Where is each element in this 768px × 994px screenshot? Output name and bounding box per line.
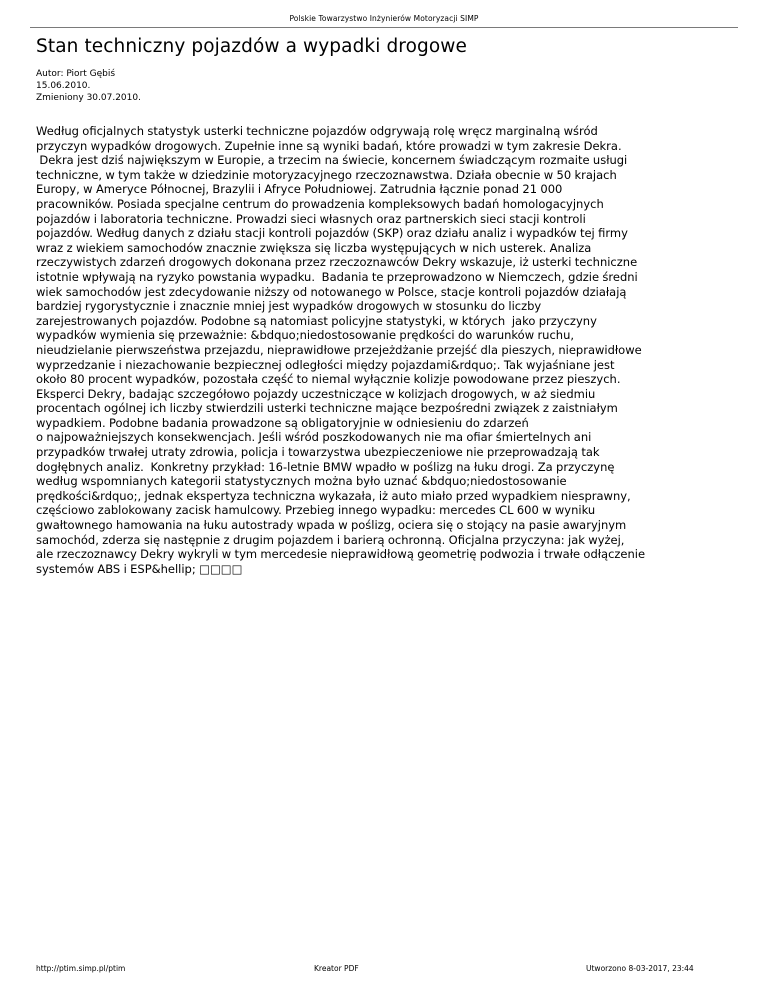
body-line: wypadków wymienia się przeważnie: &bdquo;niedostosowanie prędkości do warunków ruchu,	[36, 328, 575, 343]
body-line: wraz z wiekiem samochodów znacznie zwiększa się liczba występujących w nich usterek. Analiza	[36, 240, 592, 255]
body-line: samochód, zderza się następnie z drugim pojazdem i barierą ochronną. Oficjalna przyczyna: jak wyżej,	[36, 532, 625, 547]
body-line: przyczyn wypadków drogowych. Zupełnie inne są wyniki badań, które prowadzi w tym zakresie Dekra.	[36, 138, 622, 153]
footer-created-date: Utworzono 8-03-2017, 23:44	[586, 964, 694, 973]
body-line: około 80 procent wypadków, pozostała część to niemal wyłącznie kolizje powodowane przez pieszych.	[36, 372, 621, 387]
article-title: Stan techniczny pojazdów a wypadki drogowe	[36, 36, 467, 57]
body-line: ale rzeczoznawcy Dekry wykryli w tym mercedesie nieprawidłową geometrię podwozia i trwałe odłączenie	[36, 547, 646, 562]
body-line: techniczne, w tym także w dziedzinie motoryzacyjnego rzeczoznawstwa. Działa obecnie w 50 krajach	[36, 167, 617, 182]
body-line: częściowo zablokowany zacisk hamulcowy. Przebieg innego wypadku: mercedes CL 600 w wyniku	[36, 503, 596, 518]
article-meta	[36, 68, 141, 104]
body-line: prędkości&rdquo;, jednak ekspertyza techniczna wykazała, iż auto miało przed wypadkiem niesprawny,	[36, 488, 631, 503]
body-line: systemów ABS i ESP&hellip; □□□□	[36, 561, 243, 576]
body-line: bardziej rygorystycznie i znacznie mniej jest wypadków drogowych w stosunku do liczby	[36, 299, 542, 314]
body-line: dogłębnych analiz. Konkretny przykład: 16-letnie BMW wpadło w poślizg na łuku drogi. Za przyczynę	[36, 459, 615, 474]
body-line: zarejestrowanych pojazdów. Podobne są natomiast policyjne statystyki, w których jako przyczyny	[36, 313, 597, 328]
body-line: nieudzielanie pierwszeństwa przejazdu, nieprawidłowe przejeżdżanie przejść dla pieszych, nieprawidłowe	[36, 342, 642, 357]
body-line: istotnie wpływają na ryzyko powstania wypadku. Badania te przeprowadzono w Niemczech, gdzie średni	[36, 269, 638, 284]
modified-date: Zmieniony 30.07.2010.	[36, 93, 141, 103]
author-line: Autor: Piort Gębiś	[36, 69, 116, 79]
body-line: Według oficjalnych statystyk usterki techniczne pojazdów odgrywają rolę wręcz marginalną wśród	[36, 124, 598, 138]
body-line: procentach ogólnej ich liczby stwierdzili usterki techniczne mające bezpośredni związek z zaistniałym	[36, 401, 618, 416]
header-divider	[30, 27, 738, 28]
body-line: pojazdów i laboratoria techniczne. Prowadzi sieci własnych oraz partnerskich sieci stacji kontroli	[36, 211, 586, 226]
body-line: Europy, w Ameryce Północnej, Brazylii i Afryce Południowej. Zatrudnia łącznie ponad 21 000	[36, 182, 563, 197]
body-line: rzeczywistych zdarzeń drogowych dokonana przez rzeczoznawców Dekry wskazuje, iż usterki techniczne	[36, 255, 638, 270]
page-header: Polskie Towarzystwo Inżynierów Motoryzacji SIMP	[289, 14, 479, 23]
body-line: gwałtownego hamowania na łuku autostrady wpada w poślizg, ociera się o stojący na pasie awaryjnym	[36, 518, 627, 533]
footer-url: http://ptim.simp.pl/ptim	[36, 964, 126, 973]
body-line: pracowników. Posiada specjalne centrum do prowadzenia kompleksowych badań homologacyjnych	[36, 196, 604, 211]
published-date: 15.06.2010.	[36, 81, 91, 91]
body-line: według wspomnianych kategorii statystycznych można było uznać &bdquo;niedostosowanie	[36, 474, 567, 489]
body-line: pojazdów. Według danych z działu stacji kontroli pojazdów (SKP) oraz działu analiz i wypadków tej firmy	[36, 226, 628, 241]
article-body	[36, 124, 736, 576]
body-line: Dekra jest dziś największym w Europie, a trzecim na świecie, koncernem świadczącym rozmaite usługi	[36, 153, 628, 168]
footer-generator: Kreator PDF	[314, 964, 359, 973]
body-line: wyprzedzanie i niezachowanie bezpiecznej odległości między pojazdami&rdquo;. Tak wyjaśniane jest	[36, 357, 615, 372]
body-line: o najpoważniejszych konsekwencjach. Jeśli wśród poszkodowanych nie ma ofiar śmiertelnych ani	[36, 430, 592, 445]
body-line: Eksperci Dekry, badając szczegółowo pojazdy uczestniczące w kolizjach drogowych, w aż siedmiu	[36, 386, 596, 401]
body-line: przypadków trwałej utraty zdrowia, policja i towarzystwa ubezpieczeniowe nie przeprowadzają tak	[36, 445, 600, 460]
body-line: wypadkiem. Podobne badania prowadzone są obligatoryjnie w odniesieniu do zdarzeń	[36, 415, 529, 430]
body-line: wiek samochodów jest zdecydowanie niższy od notowanego w Polsce, stacje kontroli pojazdów działają	[36, 284, 627, 299]
